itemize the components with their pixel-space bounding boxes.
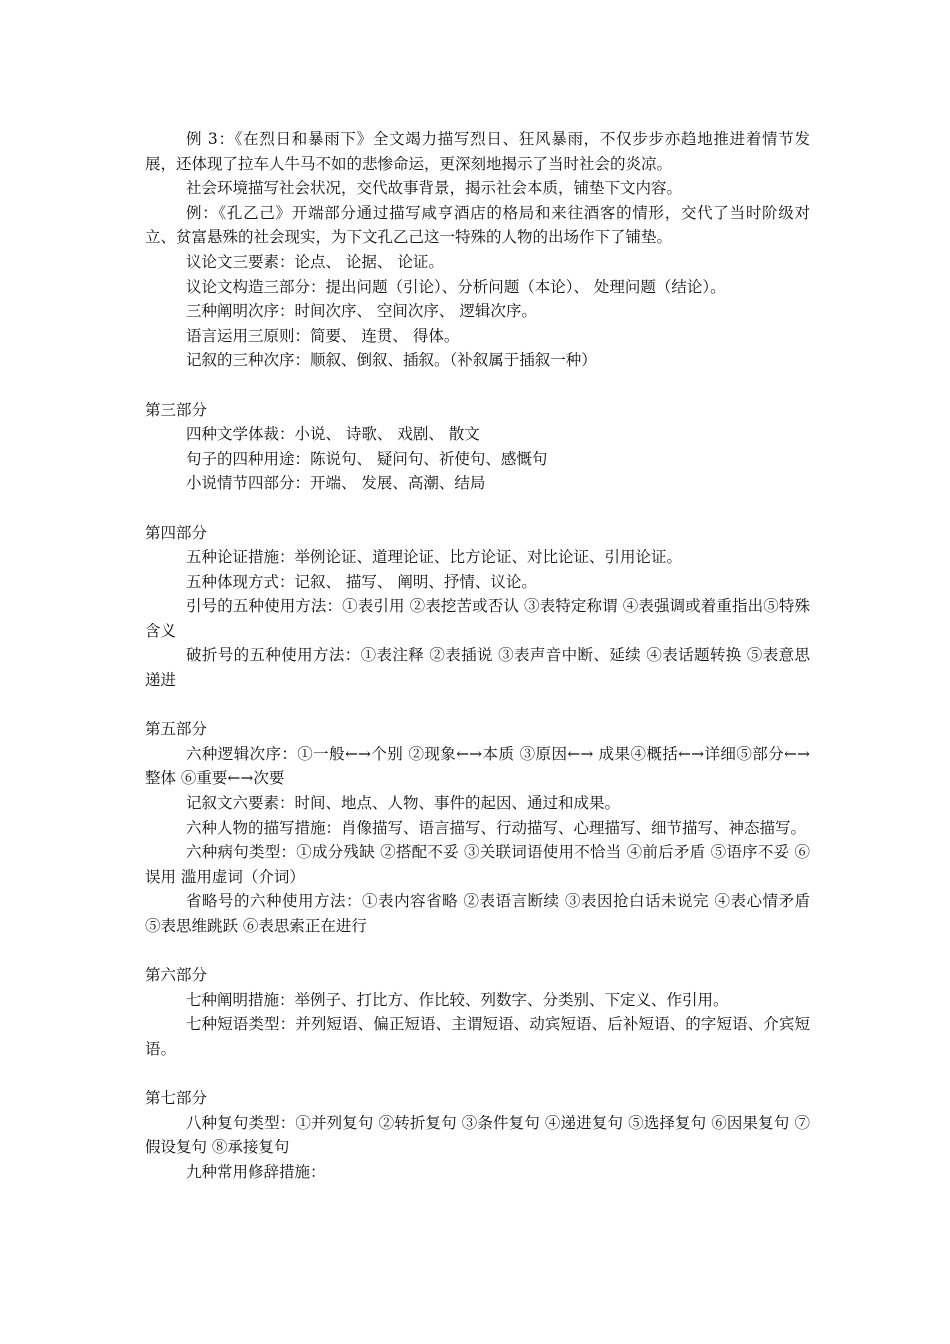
paragraph-faulty-sentences: 六种病句类型：①成分残缺 ②搭配不妥 ③关联词语使用不恰当 ④前后矛盾 ⑤语序不妥 ⑥误用 滥用虚词（介词） [145, 843, 810, 886]
paragraph-narrative-six-elements: 记叙文六要素：时间、地点、人物、事件的起因、通过和成果。 [186, 794, 621, 813]
paragraph-logical-orders: 六种逻辑次序：①一般←→个别 ②现象←→本质 ③原因←→ 成果④概括←→详细⑤部分←→整体 ⑥重要←→次要 [145, 744, 810, 788]
section-gap [145, 496, 810, 521]
paragraph-literary-genres: 四种文学体裁：小说、 诗歌、 戏剧、 散文 [186, 425, 480, 444]
paragraph-narrative-orders: 记叙的三种次序：顺叙、倒叙、插叙。（补叙属于插叙一种） [186, 351, 597, 370]
paragraph-quotation-marks: 引号的五种使用方法：①表引用 ②表挖苦或否认 ③表特定称谓 ④表强调或着重指出⑤特殊含义 [145, 597, 810, 640]
document-body [145, 127, 810, 1185]
paragraph-plot-parts: 小说情节四部分：开端、 发展、高潮、结局 [186, 474, 486, 493]
paragraph-ellipsis-uses: 省略号的六种使用方法：①表内容省略 ②表语言断续 ③表因抢白话未说完 ④表心情矛盾 ⑤表思维跳跃 ⑥表思索正在进行 [145, 892, 810, 935]
section-heading-part-4: 第四部分 [145, 523, 208, 542]
paragraph-argument-structure: 议论文构造三部分：提出问题（引论）、分析问题（本论）、 处理问题（结论）。 [186, 277, 726, 296]
section-gap [145, 1062, 810, 1087]
paragraph-argument-methods: 五种论证措施：举例论证、道理论证、比方论证、对比论证、引用论证。 [186, 548, 683, 567]
paragraph-sentence-uses: 句子的四种用途：陈说句、 疑问句、祈使句、感慨句 [186, 449, 548, 468]
section-gap [145, 373, 810, 398]
paragraph-social-environment: 社会环境描写社会状况，交代故事背景，揭示社会本质，铺垫下文内容。 [186, 179, 683, 198]
paragraph-language-principles: 语言运用三原则：简要、 连贯、 得体。 [186, 326, 460, 345]
paragraph-dash-uses: 破折号的五种使用方法：①表注释 ②表插说 ③表声音中断、延续 ④表话题转换 ⑤表意思递进 [145, 646, 810, 690]
paragraph-example-kongyiji: 例：《孔乙己》开端部分通过描写咸亨酒店的格局和来往酒客的情形，交代了当时阶级对立、贫富悬殊的社会现实，为下文孔乙己这一特殊的人物的出场作下了铺垫。 [145, 203, 810, 247]
section-heading-part-7: 第七部分 [145, 1089, 208, 1108]
section-gap [145, 693, 810, 718]
section-heading-part-3: 第三部分 [145, 400, 208, 419]
section-heading-part-6: 第六部分 [145, 966, 208, 985]
section-heading-part-5: 第五部分 [145, 720, 208, 739]
paragraph-character-description: 六种人物的描写措施：肖像描写、语言描写、行动描写、心理描写、细节描写、神态描写。 [186, 818, 807, 837]
paragraph-explanation-methods: 七种阐明措施：举例子、打比方、作比较、列数字、分类别、下定义、作引用。 [186, 990, 729, 1009]
paragraph-compound-sentences: 八种复句类型：①并列复句 ②转折复句 ③条件复句 ④递进复句 ⑤选择复句 ⑥因果复句 ⑦假设复句 ⑧承接复句 [145, 1113, 810, 1157]
paragraph-rhetoric-methods: 九种常用修辞措施： [186, 1162, 326, 1181]
paragraph-example-3: 例 3：《在烈日和暴雨下》全文竭力描写烈日、狂风暴雨，不仅步步亦趋地推进着情节发展，还体现了拉车人牛马不如的悲惨命运，更深刻地揭示了当时社会的炎凉。 [145, 130, 810, 173]
paragraph-explanation-orders: 三种阐明次序：时间次序、 空间次序、 逻辑次序。 [186, 302, 537, 321]
paragraph-argument-three-elements: 议论文三要素：论点、 论据、 论证。 [186, 252, 444, 271]
paragraph-phrase-types: 七种短语类型：并列短语、偏正短语、主谓短语、动宾短语、后补短语、的字短语、介宾短语。 [145, 1015, 810, 1058]
paragraph-expression-modes: 五种体现方式：记叙、 描写、 阐明、抒情、议论。 [186, 572, 537, 591]
section-gap [145, 939, 810, 964]
